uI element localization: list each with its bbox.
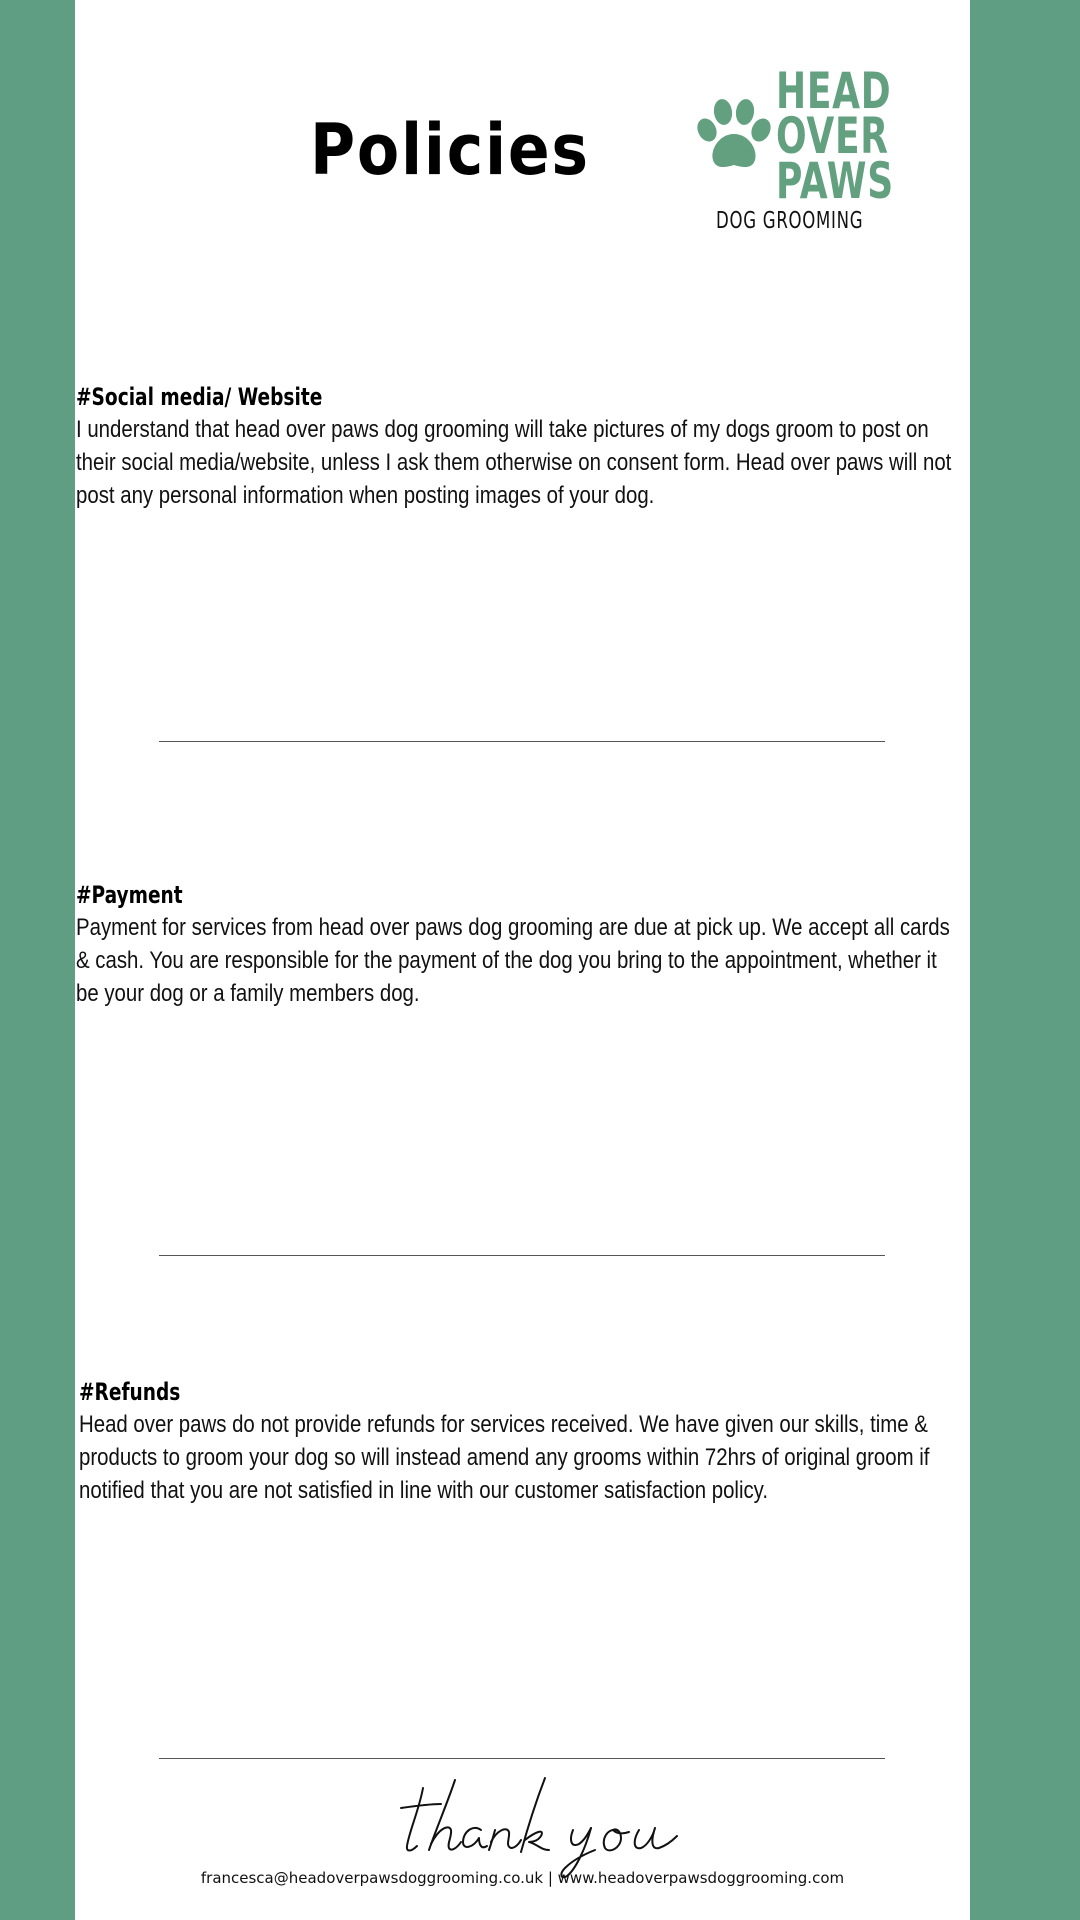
section-body: Head over paws do not provide refunds for services received. We have given our skills, time & products to groom your dog so will instead amend any grooms within 72hrs of original groom if notified that you are not satisfied in line with our customer satisfaction policy. [79, 1411, 930, 1504]
section-refunds [79, 1376, 974, 1507]
section-body: I understand that head over paws dog grooming will take pictures of my dogs groom to post on their social media/website, unless I ask them otherwise on consent form. Head over paws will not post any personal information when posting images of your dog. [76, 416, 952, 509]
section-heading: #Payment [76, 881, 183, 909]
section-social-media [76, 381, 971, 512]
section-payment [76, 879, 971, 1010]
policy-page [75, 0, 970, 1920]
logo-word-head: HEAD [776, 62, 892, 120]
logo-tagline: DOG GROOMING [716, 208, 864, 234]
section-heading: #Social media/ Website [76, 383, 323, 411]
signature-line[interactable] [159, 741, 885, 742]
signature-line[interactable] [159, 1758, 885, 1759]
thank-you-script [395, 1770, 695, 1880]
footer-contact: francesca@headoverpawsdoggrooming.co.uk | www.headoverpawsdoggrooming.com [200, 1869, 845, 1887]
signature-line[interactable] [159, 1255, 885, 1256]
paw-icon [693, 96, 773, 176]
page-title: Policies [310, 109, 590, 191]
logo-word-paws: PAWS [776, 152, 894, 210]
section-heading: #Refunds [79, 1378, 181, 1406]
brand-logo [683, 62, 923, 242]
logo-word-over: OVER [776, 107, 889, 165]
section-body: Payment for services from head over paws dog grooming are due at pick up. We accept all cards & cash. You are responsible for the payment of the dog you bring to the appointment, whether it be your dog or a family members dog. [76, 914, 950, 1007]
